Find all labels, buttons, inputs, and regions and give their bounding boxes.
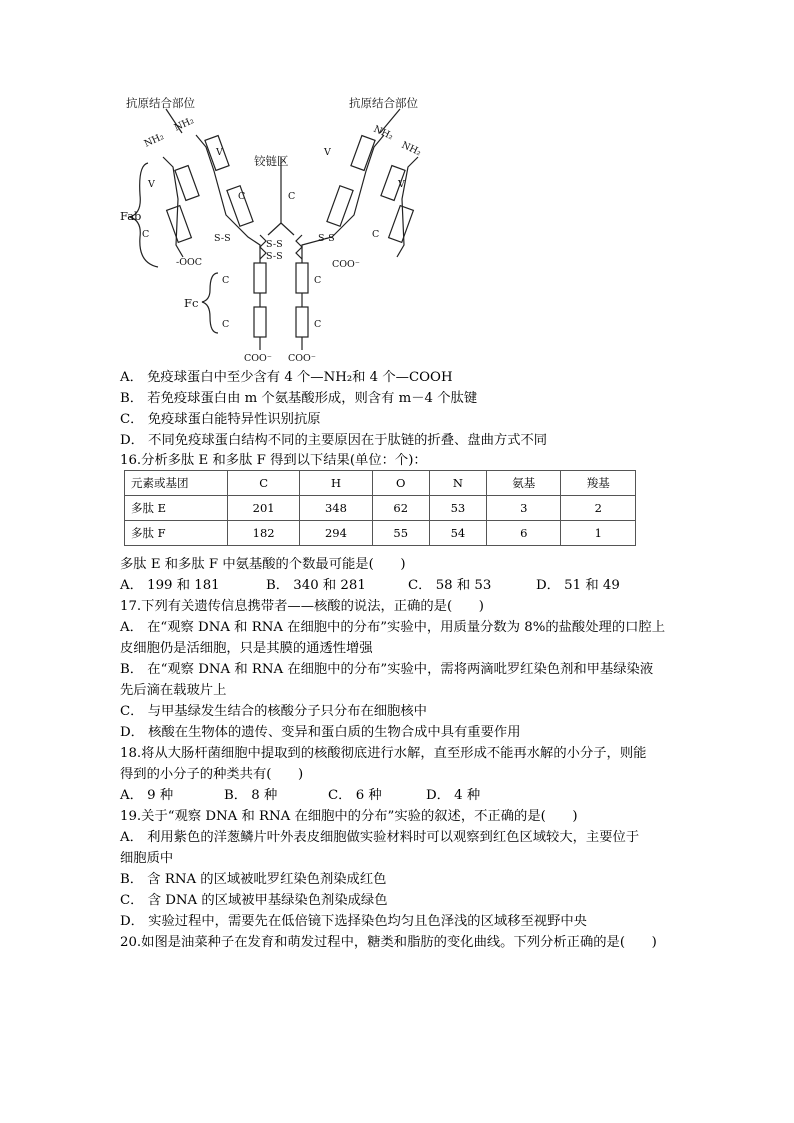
table-cell: 62 [372,496,429,521]
q18-options [120,786,480,806]
table-cell: 3 [487,496,561,521]
q19-line: A． 利用紫色的洋葱鳞片叶外表皮细胞做实验材料时可以观察到红色区域较大，主要位于 [120,830,640,845]
q17-line: 先后滴在载玻片上 [120,683,227,698]
table-header-cell: 氨基 [487,471,561,496]
table-header-cell: H [300,471,372,496]
q19-line: B． 含 RNA 的区域被吡罗红染色剂染成红色 [120,872,387,887]
table-cell: 53 [429,496,486,521]
ss-bond-label: S-S [214,233,231,244]
q18-stem: 18.将从大肠杆菌细胞中提取到的核酸彻底进行水解，直至形成不能再水解的小分子，则能 [120,746,647,761]
q18-option-a: A． 9 种 [120,788,174,803]
fc-label: Fc [184,296,199,310]
table-cell: 多肽 F [125,521,228,546]
table-header-cell: O [372,471,429,496]
q17-line: C． 与甲基绿发生结合的核酸分子只分布在细胞核中 [120,704,427,719]
q15-option-a: A． 免疫球蛋白中至少含有 4 个—NH₂和 4 个—COOH [120,370,453,385]
q19-line: 细胞质中 [120,851,174,866]
q16-option-c: C． 58 和 53 [408,578,492,593]
table-cell: 2 [561,496,636,521]
q18-option-d: D． 4 种 [426,788,481,803]
table-header-cell: 元素或基团 [125,471,228,496]
polypeptide-table [124,470,636,546]
antigen-site-left-label: 抗原结合部位 [126,96,195,110]
q15-option-b: B． 若免疫球蛋白由 m 个氨基酸形成，则含有 m－4 个肽键 [120,391,478,406]
q17-line: D． 核酸在生物体的遗传、变异和蛋白质的生物合成中具有重要作用 [120,725,521,740]
q18-option-c: C． 6 种 [328,788,382,803]
table-cell: 6 [487,521,561,546]
q16-question: 多肽 E 和多肽 F 中氨基酸的个数最可能是( ) [120,557,406,572]
q16-options [120,576,620,596]
q19-stem: 19.关于“观察 DNA 和 RNA 在细胞中的分布”实验的叙述，不正确的是( ) [120,809,578,824]
q18-option-b: B． 8 种 [224,788,278,803]
q16-stem: 16.分析多肽 E 和多肽 F 得到以下结果(单位：个)： [120,453,427,468]
q19-line: C． 含 DNA 的区域被甲基绿染色剂染成绿色 [120,893,388,908]
coo-label: COO⁻ [244,353,272,364]
q16-option-a: A． 199 和 181 [120,578,220,593]
cl-label: C [142,229,150,240]
table-cell: 182 [228,521,300,546]
nh2-label: NH₂ [399,139,423,159]
table-row [125,521,636,546]
ooc-label: -OOC [176,257,203,268]
q15-option-c: C． 免疫球蛋白能特异性识别抗原 [120,412,321,427]
ch1-label: C [288,191,296,202]
q20-stem: 20.如图是油菜种子在发育和萌发过程中，糖类和脂肪的变化曲线。下列分析正确的是( ) [120,935,657,950]
vh-label: V [324,147,331,158]
table-header-row [125,471,636,496]
table-header-cell: C [228,471,300,496]
ch3-label: C [222,319,230,330]
table-header-cell: N [429,471,486,496]
q18-stem-cont: 得到的小分子的种类共有( ) [120,767,304,782]
vl-label: V [398,179,405,190]
ss-bond-label: S-S [318,233,335,244]
table-row [125,496,636,521]
ch2-label: C [314,275,322,286]
nh2-label: NH₂ [371,123,395,143]
antibody-diagram [118,95,478,370]
table-cell: 1 [561,521,636,546]
table-cell: 201 [228,496,300,521]
table-cell: 55 [372,521,429,546]
q15-option-d: D． 不同免疫球蛋白结构不同的主要原因在于肽链的折叠、盘曲方式不同 [120,433,548,448]
ch3-label: C [314,319,322,330]
vh-label: V [216,147,223,158]
vl-label: V [148,179,155,190]
nh2-label: NH₂ [172,115,196,134]
table-cell: 54 [429,521,486,546]
table-cell: 294 [300,521,372,546]
ch1-label: C [238,191,246,202]
q17-line: 皮细胞仍是活细胞，只是其膜的通透性增强 [120,641,373,656]
antigen-site-right-label: 抗原结合部位 [349,96,418,110]
table-cell: 多肽 E [125,496,228,521]
table-header-cell: 羧基 [561,471,636,496]
q17-line: A． 在“观察 DNA 和 RNA 在细胞中的分布”实验中，用质量分数为 8%的盐酸处理的口腔上 [120,620,666,635]
table-cell: 348 [300,496,372,521]
coo-label: COO⁻ [288,353,316,364]
antibody-structure-figure [118,95,478,370]
q17-stem: 17.下列有关遗传信息携带者——核酸的说法，正确的是( ) [120,599,484,614]
coo-label: COO⁻ [332,259,360,270]
q19-line: D． 实验过程中，需要先在低倍镜下选择染色均匀且色泽浅的区域移至视野中央 [120,914,587,929]
hinge-label: 铰链区 [254,154,289,168]
q16-option-b: B． 340 和 281 [266,578,366,593]
ss-bond-label: S-S [266,251,283,262]
ch2-label: C [222,275,230,286]
q16-option-d: D． 51 和 49 [536,578,620,593]
nh2-label: NH₂ [142,131,166,150]
cl-label: C [372,229,380,240]
fab-label: Fab [120,209,142,223]
ss-bond-label: S-S [266,239,283,250]
q17-line: B． 在“观察 DNA 和 RNA 在细胞中的分布”实验中，需将两滴吡罗红染色剂和甲基绿染液 [120,662,654,677]
